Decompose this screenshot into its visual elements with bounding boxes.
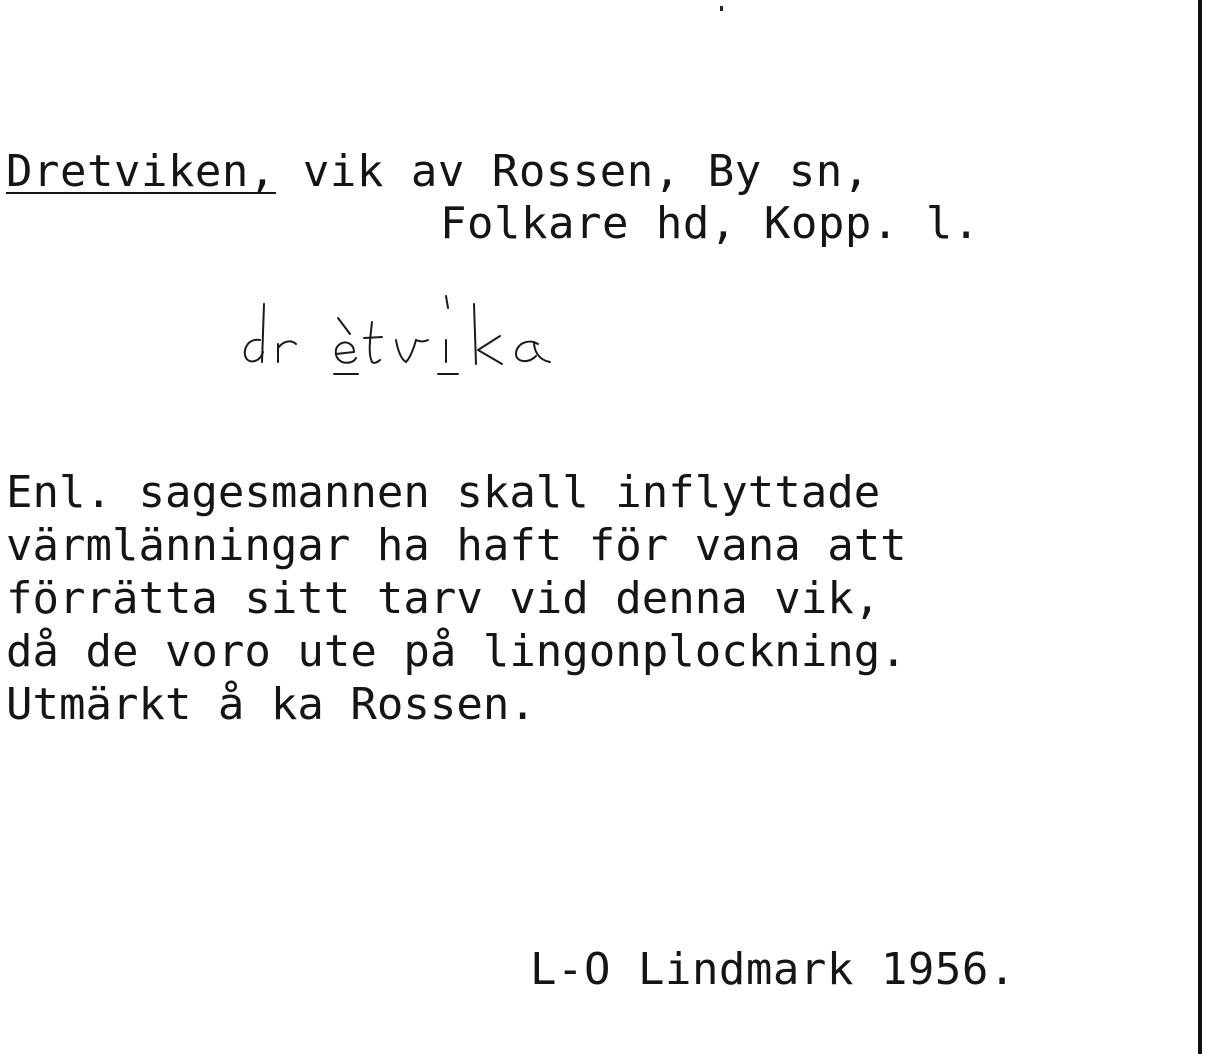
heading-line-1 [6, 146, 870, 198]
body-line: Enl. sagesmannen skall inflyttade [6, 467, 881, 518]
body-line: då de voro ute på lingonplockning. [6, 626, 907, 677]
handwritten-pronunciation [238, 282, 568, 382]
card-body [6, 466, 907, 731]
body-line: Utmärkt å ka Rossen. [6, 679, 536, 730]
signature: L-O Lindmark 1956. [530, 944, 1016, 995]
heading-description: vik av Rossen, By sn, [275, 146, 870, 197]
card-edge-line [1198, 0, 1202, 1054]
body-line: värmlänningar ha haft för vana att [6, 520, 907, 571]
body-line: förrätta sitt tarv vid denna vik, [6, 573, 881, 624]
ink-speck [720, 6, 723, 11]
headword: Dretviken, [6, 146, 276, 197]
heading-line-2: Folkare hd, Kopp. l. [440, 198, 980, 249]
